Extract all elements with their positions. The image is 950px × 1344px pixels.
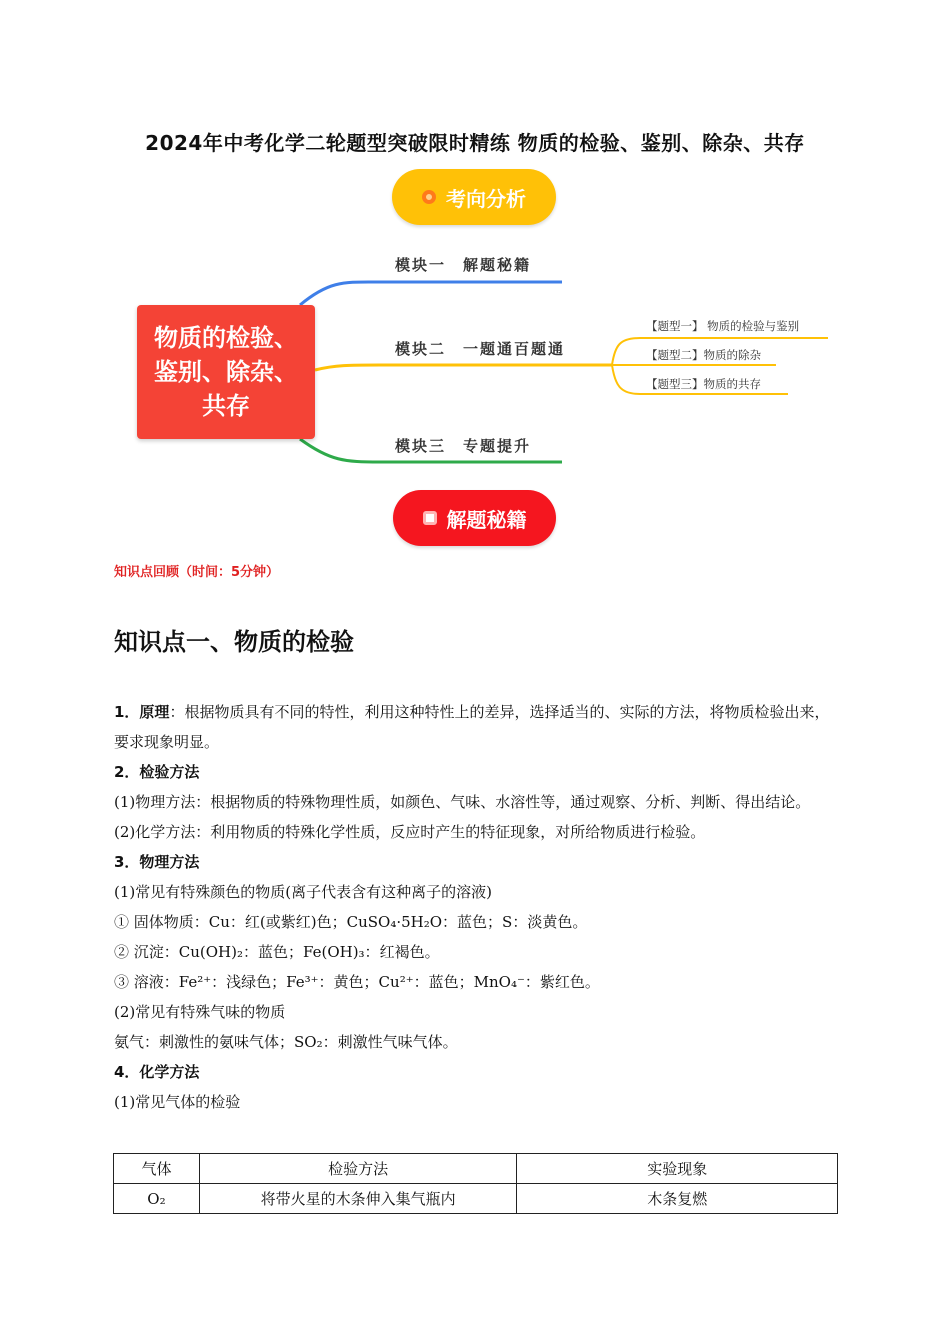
paragraph-colors: (1)常见有特殊颜色的物质(离子代表含有这种离子的溶液) bbox=[114, 883, 492, 901]
principle-label: 1．原理 bbox=[114, 703, 170, 721]
sub-item-1: 【题型一】 物质的检验与鉴别 bbox=[646, 319, 800, 333]
analysis-pill bbox=[392, 169, 556, 225]
tips-pill bbox=[393, 490, 556, 546]
table-header-row bbox=[114, 1154, 838, 1184]
gas-test-table bbox=[113, 1153, 838, 1214]
table-row bbox=[114, 1184, 838, 1214]
mind-map bbox=[0, 165, 950, 555]
branch-label-1: 模块一 解题秘籍 bbox=[395, 256, 532, 274]
orange-circle-icon bbox=[422, 190, 436, 204]
central-topic-label: 物质的检验、鉴别、除杂、共存 bbox=[154, 324, 298, 420]
heading-physical: 3．物理方法 bbox=[114, 853, 200, 871]
paragraph-gases-odor: 氨气：刺激性的氨味气体；SO₂：刺激性气味气体。 bbox=[114, 1033, 458, 1051]
principle-text: ：根据物质具有不同的特性，利用这种特性上的差异，选择适当的、实际的方法，将物质检验出来，要求现象明显。 bbox=[114, 703, 830, 751]
paragraph-principle bbox=[114, 697, 838, 757]
table-cell: 将带火星的木条伸入集气瓶内 bbox=[199, 1184, 517, 1214]
heading-chemical: 4．化学方法 bbox=[114, 1063, 200, 1081]
paragraph-chemical-method: (2)化学方法：利用物质的特殊化学性质，反应时产生的特征现象，对所给物质进行检验。 bbox=[114, 823, 706, 841]
branch-connector-1 bbox=[300, 282, 562, 305]
heading-methods: 2．检验方法 bbox=[114, 763, 200, 781]
book-icon bbox=[423, 511, 437, 525]
table-header: 检验方法 bbox=[199, 1154, 517, 1184]
table-header: 气体 bbox=[114, 1154, 200, 1184]
paragraph-precipitates: ② 沉淀：Cu(OH)₂：蓝色；Fe(OH)₃：红褐色。 bbox=[114, 943, 440, 961]
table-cell: 木条复燃 bbox=[517, 1184, 838, 1214]
tips-pill-label: 解题秘籍 bbox=[446, 507, 527, 532]
central-topic bbox=[137, 305, 315, 439]
table-cell: O₂ bbox=[114, 1184, 200, 1214]
paragraph-gas-tests: (1)常见气体的检验 bbox=[114, 1093, 241, 1111]
paragraph-solids: ① 固体物质：Cu：红(或紫红)色；CuSO₄·5H₂O：蓝色；S：淡黄色。 bbox=[114, 913, 588, 931]
branch-connector-2 bbox=[315, 365, 612, 370]
table-header: 实验现象 bbox=[517, 1154, 838, 1184]
sub-item-3: 【题型三】物质的共存 bbox=[646, 377, 761, 391]
paragraph-physical-method: (1)物理方法：根据物质的特殊物理性质，如颜色、气味、水溶性等，通过观察、分析、判断、得出结论。 bbox=[114, 793, 811, 811]
sub-item-2: 【题型二】物质的除杂 bbox=[646, 348, 761, 362]
section-heading: 知识点一、物质的检验 bbox=[114, 628, 354, 656]
branch-label-3: 模块三 专题提升 bbox=[395, 437, 532, 455]
branch-label-2: 模块二 一题通百题通 bbox=[395, 340, 566, 358]
paragraph-solutions: ③ 溶液：Fe²⁺：浅绿色；Fe³⁺：黄色；Cu²⁺：蓝色；MnO₄⁻：紫红色。 bbox=[114, 973, 600, 991]
recap-label: 知识点回顾（时间：5分钟） bbox=[114, 565, 280, 580]
analysis-pill-label: 考向分析 bbox=[446, 186, 526, 211]
document-title: 2024年中考化学二轮题型突破限时精练 物质的检验、鉴别、除杂、共存 bbox=[145, 131, 805, 155]
paragraph-odors: (2)常见有特殊气味的物质 bbox=[114, 1003, 286, 1021]
content-body bbox=[114, 697, 838, 1117]
